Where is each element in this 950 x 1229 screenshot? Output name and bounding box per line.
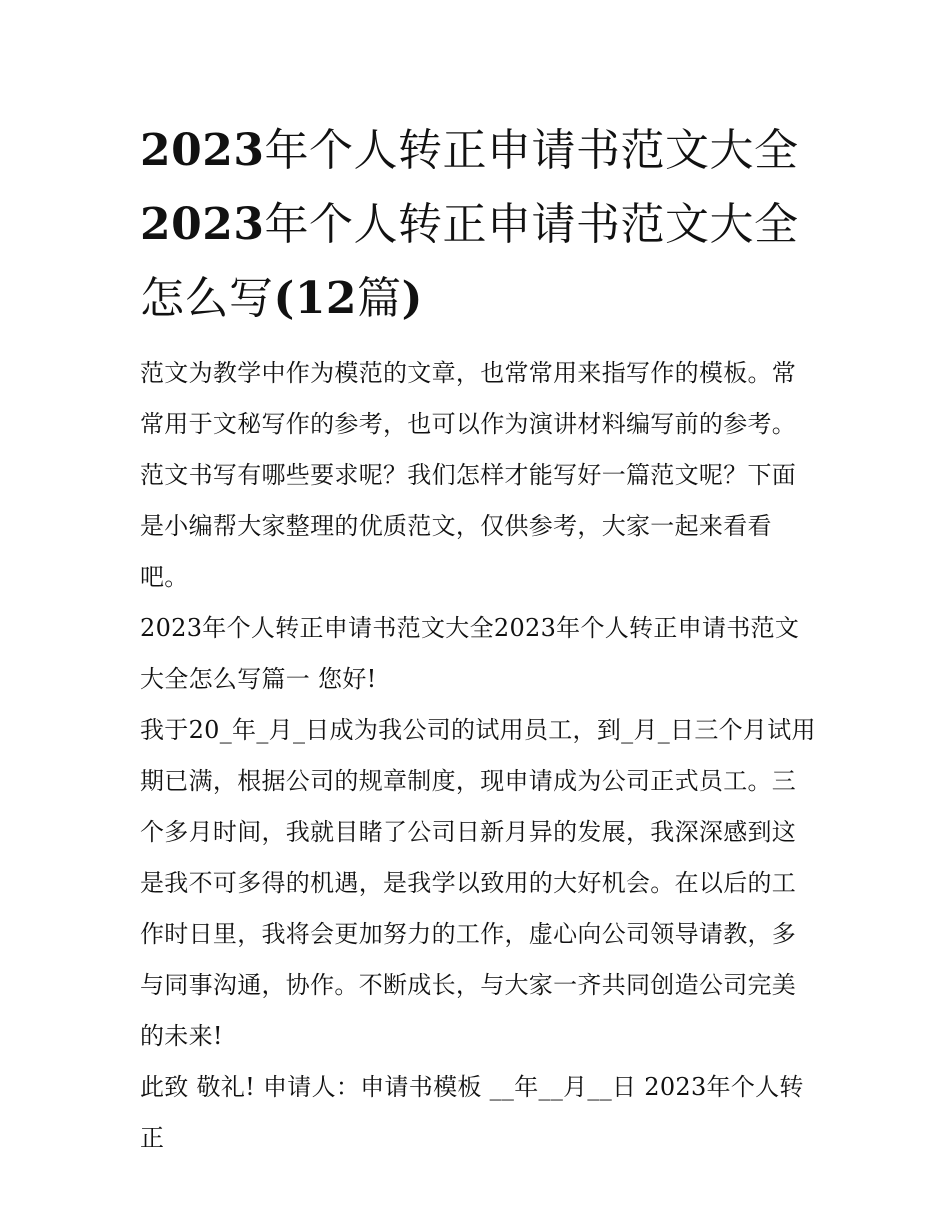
section-heading-paragraph: 2023年个人转正申请书范文大全2023年个人转正申请书范文大全怎么写篇一 您好!: [140, 614, 800, 693]
title-part: 2023: [140, 125, 265, 176]
title-part: 年个人转正申请书范文大全怎么写: [140, 199, 799, 324]
closing-paragraph: 此致 敬礼! 申请人：申请书模板 __年__月__日 2023年个人转正: [140, 1073, 804, 1152]
title-part: 年个人转正申请书范文大全: [264, 125, 799, 176]
title-part: 篇: [357, 273, 402, 324]
title-part: ): [401, 273, 423, 324]
document-title: [140, 114, 820, 336]
body-paragraph: 我于20_年_月_日成为我公司的试用员工，到_月_日三个月试用期已满，根据公司的规章制度，现申请成为公司正式员工。三个多月时间，我就目睹了公司日新月异的发展，我深深感到这是我不可多得的机遇，是我学以致用的大好机会。在以后的工作时日里，我将会更加努力的工作，虚心向公司领导请教，多与同事沟通，协作。不断成长，与大家一齐共同创造公司完美的未来!: [140, 716, 816, 1050]
document-content: [140, 114, 820, 1164]
title-part: (12: [273, 273, 358, 324]
intro-paragraph: 范文为教学中作为模范的文章，也常常用来指写作的模板。常常用于文秘写作的参考，也可以作为演讲材料编写前的参考。范文书写有哪些要求呢？我们怎样才能写好一篇范文呢？下面是小编帮大家整理的优质范文，仅供参考，大家一起来看看吧。: [140, 359, 797, 591]
title-part: 2023: [140, 199, 265, 250]
